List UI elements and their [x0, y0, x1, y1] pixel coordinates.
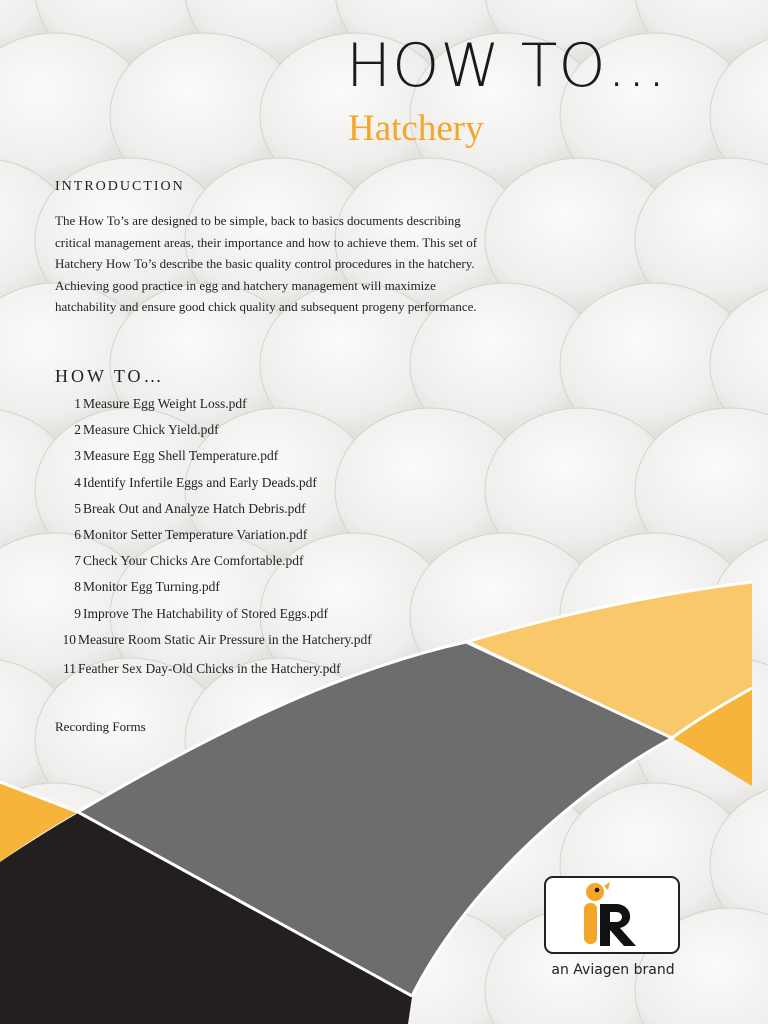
chick-head-icon [586, 883, 604, 901]
howto-item-label: Measure Egg Shell Temperature.pdf [83, 448, 279, 464]
page-subtitle: Hatchery [348, 108, 484, 149]
howto-item[interactable] [62, 445, 482, 471]
howto-item-label: Measure Room Static Air Pressure in the Hatchery.pdf [78, 631, 372, 647]
howto-item[interactable] [62, 524, 482, 550]
howto-item-label: Break Out and Analyze Hatch Debris.pdf [83, 500, 306, 516]
howto-item-label: Improve The Hatchability of Stored Eggs.pdf [83, 605, 328, 621]
introduction-heading: INTRODUCTION [55, 179, 185, 194]
howto-item-number: 9 [74, 605, 81, 621]
recording-forms-link[interactable]: Recording Forms [55, 719, 146, 734]
howto-heading: HOW TO… [55, 366, 165, 386]
howto-item[interactable] [62, 603, 482, 629]
howto-item-label: Feather Sex Day-Old Chicks in the Hatchery.pdf [78, 660, 341, 676]
howto-item[interactable] [62, 393, 482, 419]
howto-item-label: Measure Chick Yield.pdf [83, 422, 219, 438]
howto-item[interactable] [62, 498, 482, 524]
logo-letter-i [584, 903, 597, 944]
howto-item-label: Monitor Setter Temperature Variation.pdf [83, 526, 308, 542]
howto-item[interactable] [62, 550, 482, 576]
howto-item-number: 2 [74, 422, 81, 438]
introduction-text: The How To’s are designed to be simple, back to basics documents describing critical management areas, their importance and how to achieve them. This set of Hatchery How To’s describe the basic quality control procedures in the hatchery. Achieving good practice in egg and hatchery management will maximize hatchability and ensure good chick quality and subsequent progeny performance. [55, 213, 478, 315]
howto-item-label: Check Your Chicks Are Comfortable.pdf [83, 553, 304, 569]
howto-item[interactable] [62, 576, 482, 602]
howto-item-number: 11 [63, 660, 76, 676]
howto-item[interactable] [62, 658, 482, 684]
howto-item[interactable] [62, 629, 482, 655]
howto-item-number: 1 [74, 396, 81, 411]
page-title: HOW TO… [346, 31, 668, 101]
ir-logo [544, 876, 680, 954]
howto-item-number: 7 [74, 553, 81, 569]
howto-item[interactable] [62, 472, 482, 498]
brand-tagline: an Aviagen brand [551, 962, 675, 978]
howto-item-label: Identify Infertile Eggs and Early Deads.pdf [83, 474, 317, 490]
logo-letter-r [600, 904, 636, 946]
howto-item-number: 6 [74, 526, 81, 542]
howto-item-label: Monitor Egg Turning.pdf [83, 579, 220, 595]
howto-item-number: 10 [62, 631, 76, 647]
howto-item-number: 8 [74, 579, 81, 595]
howto-item-number: 4 [74, 474, 81, 490]
howto-item-label: Measure Egg Weight Loss.pdf [83, 396, 247, 411]
howto-item-number: 3 [74, 448, 81, 464]
howto-item[interactable] [62, 419, 482, 445]
howto-item-number: 5 [74, 500, 81, 516]
howto-list [62, 393, 482, 684]
